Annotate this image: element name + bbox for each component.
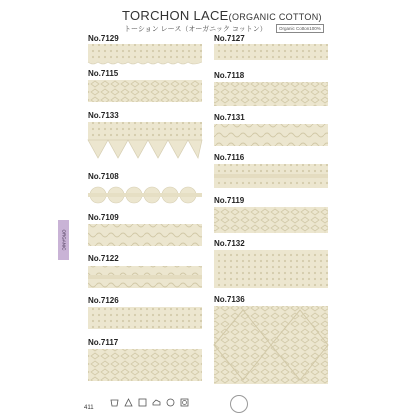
lace-7133 bbox=[88, 122, 202, 158]
code-label-7115: No.7115 bbox=[88, 69, 119, 78]
lace-7109 bbox=[88, 224, 202, 246]
lace-7129 bbox=[88, 44, 202, 64]
lace-7116 bbox=[214, 164, 328, 188]
code-label-7129: No.7129 bbox=[88, 34, 119, 43]
code-label-7109: No.7109 bbox=[88, 213, 119, 222]
code-label-7119: No.7119 bbox=[214, 196, 245, 205]
material-badge: Organic Cotton100% bbox=[276, 24, 324, 33]
lace-7132 bbox=[214, 250, 328, 288]
lace-7136 bbox=[214, 306, 328, 384]
lace-7126 bbox=[88, 307, 202, 329]
iron-icon bbox=[152, 398, 161, 407]
code-label-7132: No.7132 bbox=[214, 239, 245, 248]
lace-7122 bbox=[88, 266, 202, 288]
code-label-7127: No.7127 bbox=[214, 34, 245, 43]
side-tab-organic bbox=[58, 220, 69, 260]
side-tab-label: ORGANIC bbox=[61, 229, 66, 251]
code-label-7108: No.7108 bbox=[88, 172, 119, 181]
code-label-7122: No.7122 bbox=[88, 254, 119, 263]
care-icons bbox=[110, 398, 192, 409]
lace-7115 bbox=[88, 80, 202, 102]
page-subtitle: トーション レース（オーガニック コットン） bbox=[124, 26, 267, 33]
code-label-7118: No.7118 bbox=[214, 71, 245, 80]
lace-7119 bbox=[214, 207, 328, 233]
code-label-7126: No.7126 bbox=[88, 296, 119, 305]
dry-square-icon bbox=[138, 398, 147, 407]
code-label-7133: No.7133 bbox=[88, 111, 119, 120]
lace-7118 bbox=[214, 82, 328, 106]
bleach-triangle-icon bbox=[124, 398, 133, 407]
code-label-7116: No.7116 bbox=[214, 153, 245, 162]
wash-tub-icon bbox=[110, 398, 119, 407]
lace-7131 bbox=[214, 124, 328, 146]
code-label-7131: No.7131 bbox=[214, 113, 245, 122]
code-label-7136: No.7136 bbox=[214, 295, 245, 304]
lace-7127 bbox=[214, 44, 328, 60]
tumble-dry-icon bbox=[180, 398, 189, 407]
dry-clean-circle-icon bbox=[166, 398, 175, 407]
page-number: 411 bbox=[84, 405, 94, 411]
title-main: TORCHON LACE bbox=[122, 8, 229, 23]
lace-7117 bbox=[88, 349, 202, 381]
lace-7108 bbox=[88, 187, 202, 203]
organic-seal-icon bbox=[230, 395, 248, 413]
title-paren: (ORGANIC COTTON) bbox=[228, 12, 322, 22]
code-label-7117: No.7117 bbox=[88, 338, 119, 347]
